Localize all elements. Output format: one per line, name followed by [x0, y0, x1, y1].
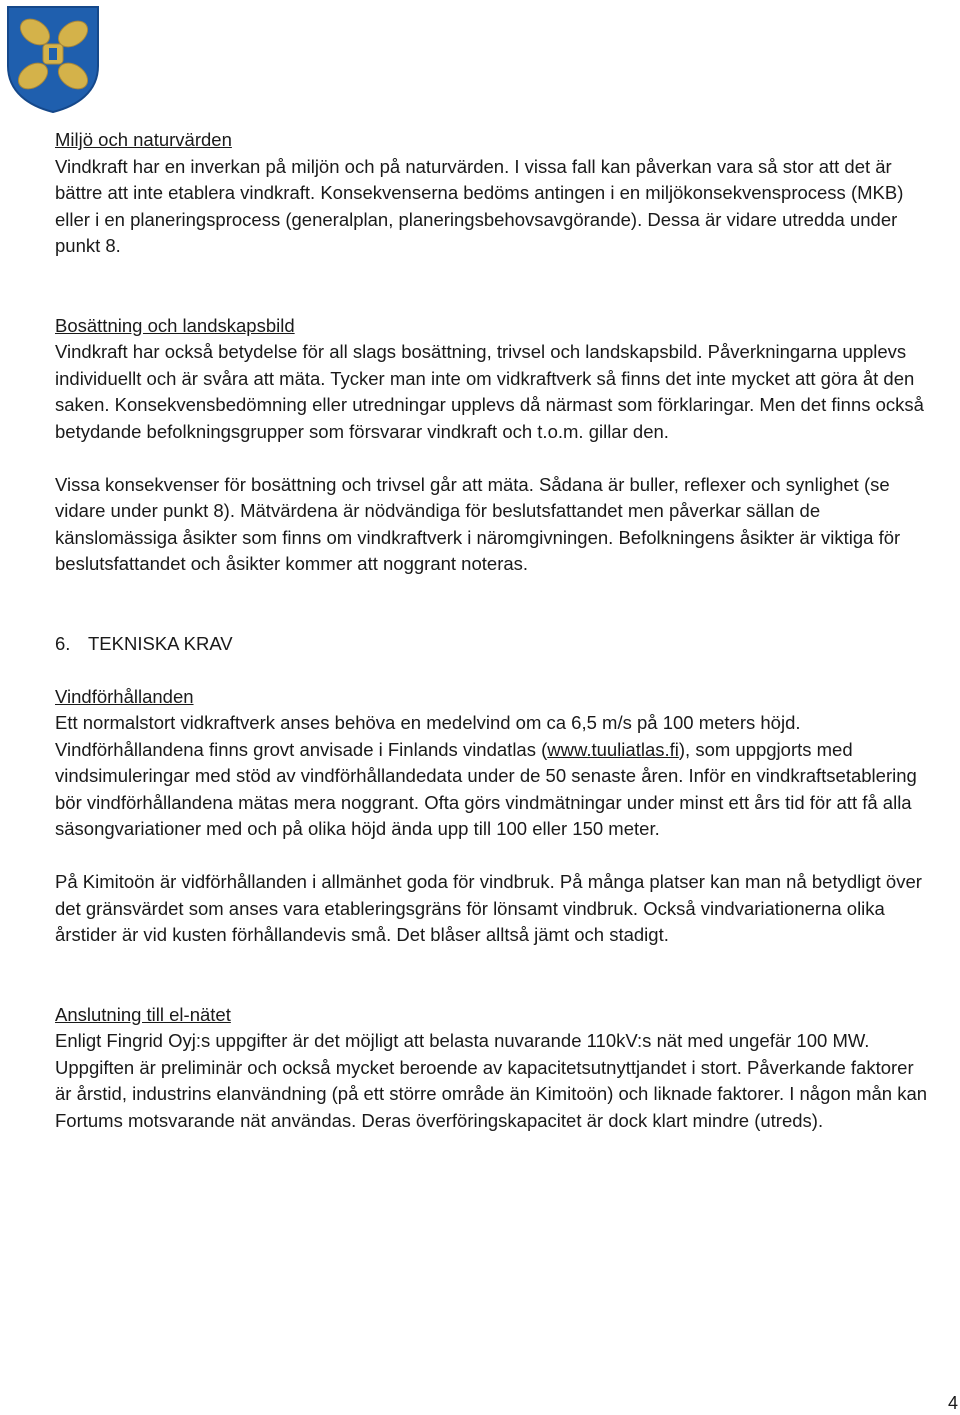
municipal-crest-icon — [5, 4, 101, 114]
section-vindforhallanden — [55, 684, 935, 949]
vindatlas-link[interactable]: www.tuuliatlas.fi — [547, 738, 679, 760]
heading-bosattning: Bosättning och landskapsbild — [55, 314, 295, 336]
heading-vindforhallanden: Vindförhållanden — [55, 685, 194, 707]
paragraph-anslutning: Enligt Fingrid Oyj:s uppgifter är det möjligt att belasta nuvarande 110kV:s nät med ungefär 100 MW. Uppgiften är preliminär och också mycket beroende av kapacitetsutnyttjandet i stort. Påverkande faktorer är årstid, industrins elanvändning (på ett större område än Kimitoön) och liknade faktorer. I någon mån kan Fortums motsvarande nät användas. Deras överföringskapacitet är dock klart mindre (utreds). — [55, 1030, 928, 1131]
paragraph-text: Ett normalstort vidkraftverk anses behöva en medelvind om ca 6,5 m/s på 100 meters höjd. Vindförhållandena finns grovt anvisade i Finlands vindatlas ( — [55, 712, 801, 760]
heading-anslutning: Anslutning till el-nätet — [55, 1003, 231, 1025]
section-title-text: TEKNISKA KRAV — [88, 632, 233, 654]
paragraph-text: ), som uppgjorts med vindsimuleringar med stöd av vindförhållandedata under de 50 senaste åren. Inför en vindkraftsetablering bör vindförhållandena mätas mera noggrant. Ofta görs vindmätningar under minst ett års tid för att få alla säsongvariationer med och på olika höjd ända upp till 100 eller 150 meter. — [55, 738, 917, 839]
paragraph-bosattning-2: Vissa konsekvenser för bosättning och trivsel går att mäta. Sådana är buller, reflexer och synlighet (se vidare under punkt 8). Mätvärdena är nödvändiga för beslutsfattandet men påverkar sällan de känslomässiga åsikter som finns om vindkraftverk i näromgivningen. Befolkningens åsikter är viktiga för beslutsfattandet och åsikter kommer att noggrant noteras. — [55, 473, 901, 574]
paragraph-bosattning-1: Vindkraft har också betydelse för all slags bosättning, trivsel och landskapsbild. Påverkningarna upplevs individuellt och är svåra att mäta. Tycker man inte om vidkraftverk så finns det inte mycket att göra åt den saken. Konsekvensbedömning eller utredningar upplevs då närmast som förklaringar. Men det finns också betydande befolkningsgrupper som försvarar vindkraft och t.o.m. gillar den. — [55, 341, 924, 442]
section-number: 6. — [55, 632, 71, 654]
paragraph-vindforhallanden-2: På Kimitoön är vidförhållanden i allmänhet goda för vindbruk. På många platser kan man nå betydligt över det gränsvärdet som anses vara etableringsgräns för lönsamt vindbruk. Också vindvariationerna olika årstider är vid kusten förhållandevis små. Det blåser alltså jämt och stadigt. — [55, 871, 922, 945]
section-bosattning — [55, 313, 935, 578]
section-anslutning — [55, 1002, 935, 1135]
paragraph-vindforhallanden-1 — [55, 710, 935, 843]
heading-miljo: Miljö och naturvärden — [55, 129, 232, 150]
section-title-tekniska-krav — [55, 631, 935, 658]
page-number: 4 — [947, 1393, 958, 1413]
section-miljo — [55, 127, 935, 260]
paragraph-miljo: Vindkraft har en inverkan på miljön och på naturvärden. I vissa fall kan påverkan vara så stor att det är bättre att inte etablera vindkraft. Konsekvenserna bedöms antingen i en miljökonsekvensprocess (MKB) eller i en planeringsprocess (generalplan, planeringsbehovsavgörande). Dessa är vidare utredda under punkt 8. — [55, 155, 904, 256]
document-body — [55, 127, 935, 1134]
